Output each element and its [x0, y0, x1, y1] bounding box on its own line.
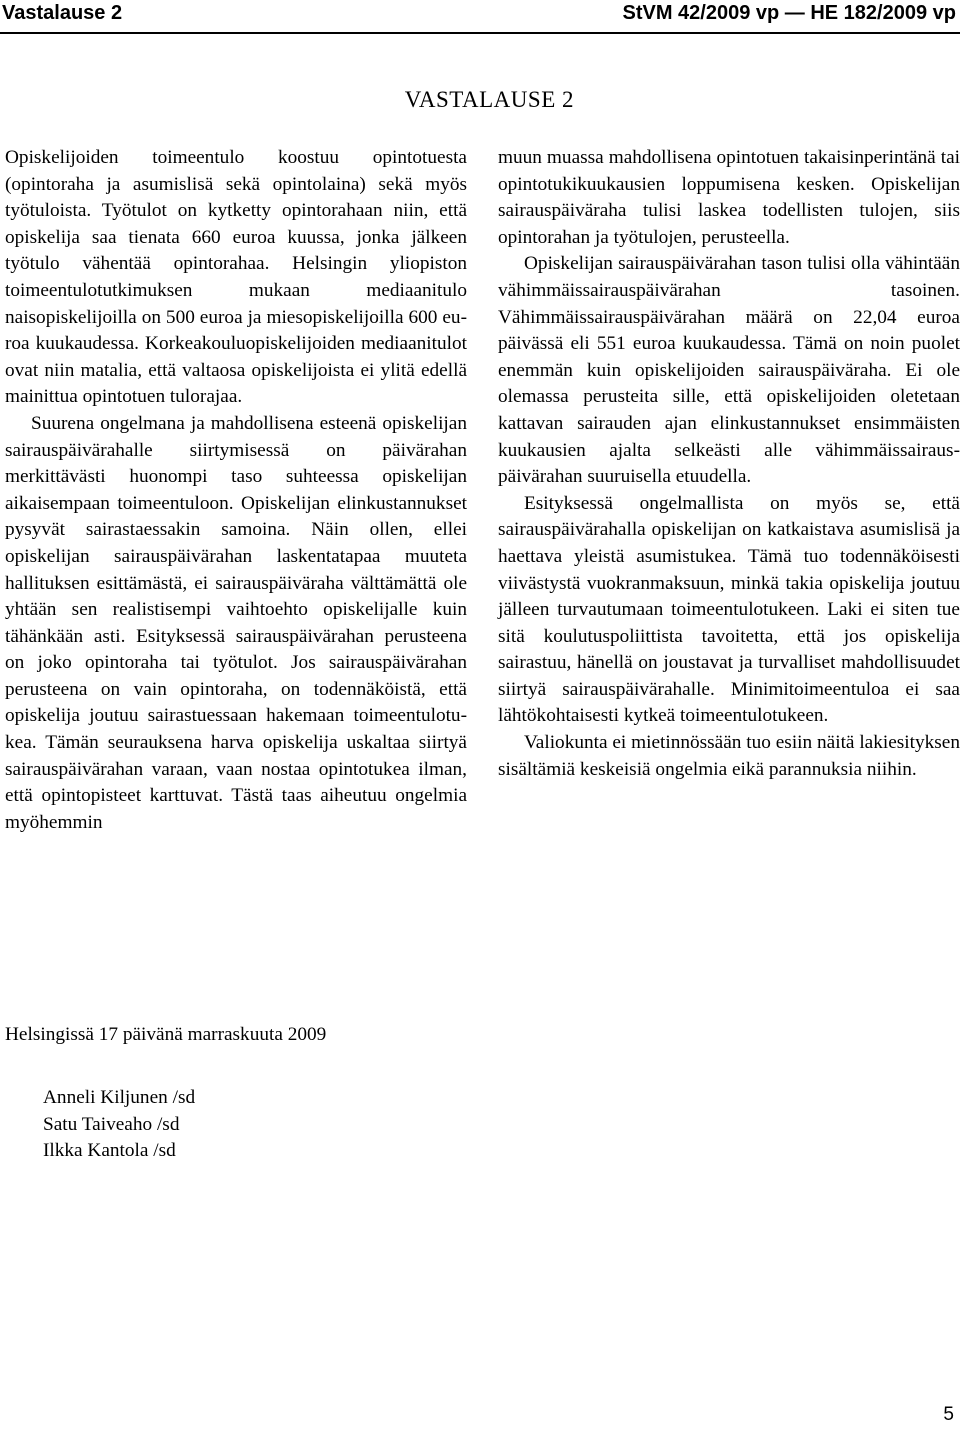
signature-list: [43, 1085, 195, 1165]
header-divider: [0, 32, 960, 34]
right-paragraph-2: Opiskelijan sairauspäivärahan tason tulisi olla vähintään vähimmäissairauspäivärahan tasoinen. Vähimmäissairauspäivärahan määrä on 22,04 euroa päivässä eli 551 euroa kuukaudessa. Tämä on noin puolet enemmän kuin opiskelijoiden sairauspäiväraha. Ei ole olemassa perusteita sille, että opiskelijoiden oletetaan kattavan sairauden ajan elinkustannukset ensimmäisten kuukausien ajalta selkeästi alle vähimmäissairauspäivärahan suuruisella etuudella.: [498, 253, 960, 488]
left-column: [5, 145, 467, 836]
signature-line: Ilkka Kantola /sd: [43, 1140, 176, 1162]
signature-line: Satu Taiveaho /sd: [43, 1113, 180, 1135]
right-column: [498, 145, 960, 783]
signature-line: Anneli Kiljunen /sd: [43, 1087, 196, 1108]
right-paragraph-1: muun muassa mahdollisena opintotuen takaisinperintänä tai opintotukikuukausien loppumisena kesken. Opiskelijan sairauspäiväraha tulisi laskea todellisten tulojen, siis opintorahan ja työtulojen, perusteella.: [498, 147, 960, 248]
section-title: VASTALAUSE 2: [404, 87, 574, 112]
running-header-left: Vastalause 2: [2, 2, 123, 24]
left-paragraph-2: Suurena ongelmana ja mahdollisena esteenä opiskelijan sairauspäivärahalle siirtymisessä on päivärahan merkittävästi huonompi taso suhteessa opiskelijan aikaisempaan toimeentuloon. Opiskelijan elinkustannukset pysyvät sairastaessakin samoina. Näin ollen, ellei opiskelijan sairauspäivärahan laskentatapaa muuteta hallituksen esittämästä, ei sairauspäiväraha välttämättä ole yhtään sen realistisempi vaihtoehto opiskelijalle kuin tähänkään asti. Esityksessä sairauspäivärahan perusteena on joko opintoraha tai työtulot. Jos sairauspäivärahan perusteena on vain opintoraha, on todennäköistä, että opiskelija joutuu sairastuessaan hakemaan toimeentulotukea. Tämän seurauksena harva opiskelija uskaltaa siirtyä sairauspäivärahan varaan, vaan nostaa opintotukea ilman, että opintopisteet karttuvat. Tästä taas aiheutuu ongelmia myöhemmin: [5, 412, 467, 833]
place-and-date: Helsingissä 17 päivänä marraskuuta 2009: [5, 1024, 327, 1045]
right-paragraph-3: Esityksessä ongelmallista on myös se, että sairauspäivärahalla opiskelijan on katkaistava asumislisä ja haettava yleistä asumistukea. Tämä tuo todennäköisesti viivästystä vuokranmaksuun, minkä takia opiskelija joutuu jälleen turvautumaan toimeentulotukeen. Laki ei siten tue sitä koulutuspoliittista tavoitetta, että jos opiskelija sairastuu, hänellä on joustavat ja turvalliset mahdollisuudet siirtyä sairauspäivärahalle. Minimitoimeentuloa ei saa lähtökohtaisesti kytkeä toimeentulotukeen.: [498, 492, 960, 727]
running-header-right: StVM 42/2009 vp — HE 182/2009 vp: [622, 2, 956, 24]
right-paragraph-4: Valiokunta ei mietinnössään tuo esiin näitä lakiesityksen sisältämiä keskeisiä ongelmia eikä parannuksia niihin.: [498, 732, 960, 780]
page-number: 5: [943, 1404, 954, 1425]
left-paragraph-1: Opiskelijoiden toimeentulo koostuu opintotuesta (opintoraha ja asumislisä sekä opintolaina) sekä myös työtuloista. Työtulot on kytketty opintorahaan niin, että opiskelija saa tienata 660 euroa kuussa, jonka jälkeen työtulo vähentää opintorahaa. Helsingin yliopiston toimeentulotutkimuksen mukaan mediaanitulo naisopiskelijoilla on 500 euroa ja miesopiskelijoilla 600 euroa kuukaudessa. Korkeakouluopiskelijoiden mediaanitulot ovat niin matalia, että valtaosa opiskelijoista ei ylitä edellä mainittua opintotuen tulorajaa.: [5, 147, 467, 408]
